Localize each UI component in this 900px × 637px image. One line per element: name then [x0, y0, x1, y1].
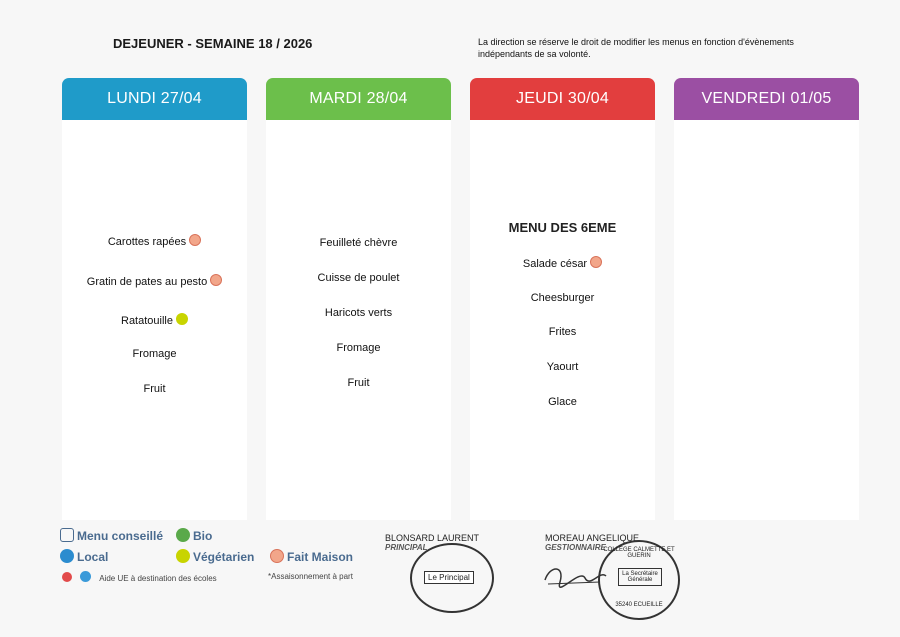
- stamp-city: 35240 ECUEILLE: [615, 602, 663, 608]
- eu-milk-icon: [80, 571, 91, 582]
- day-body: [266, 120, 451, 520]
- local-icon: [60, 549, 74, 563]
- vegetarien-icon: [176, 549, 190, 563]
- gestionnaire-stamp: [598, 540, 680, 620]
- day-header: MARDI 28/04: [266, 78, 451, 120]
- menu-item: Haricots verts: [324, 307, 393, 319]
- legend-aide-ue: Aide UE à destination des écoles: [62, 571, 217, 583]
- legend-fait-maison: Fait Maison: [270, 549, 353, 564]
- fait-maison-icon: [189, 234, 201, 246]
- day-body: [470, 120, 655, 520]
- day-body: [62, 120, 247, 520]
- menu-title: MENU DES 6EME: [508, 220, 617, 235]
- menu-item: Yaourt: [546, 361, 579, 373]
- notice-text: La direction se réserve le droit de modifier les menus en fonction d'évènements indépendants de sa volonté.: [478, 37, 794, 59]
- menu-item: Fromage: [336, 342, 381, 354]
- menu-item: Fruit: [143, 383, 166, 395]
- fait-maison-icon: [270, 549, 284, 563]
- principal-name: BLONSARD LAURENT: [385, 533, 480, 543]
- menu-item: Feuilleté chèvre: [319, 237, 398, 249]
- menu-item: Ratatouille: [62, 313, 247, 327]
- stamp-secretaire: La Secrétaire Générale: [618, 568, 662, 586]
- principal-stamp: [410, 543, 494, 613]
- legend-vegetarien: Végétarien: [176, 549, 254, 564]
- day-column-lundi: [62, 78, 247, 395]
- menu-item: Fromage: [132, 348, 177, 360]
- day-header: VENDREDI 01/05: [674, 78, 859, 120]
- gestionnaire-name: MOREAU ANGELIQUE: [545, 533, 640, 543]
- day-column-jeudi: [470, 78, 655, 408]
- day-column-vendredi: [674, 78, 859, 120]
- menu-item: Glace: [548, 396, 577, 408]
- legend-local: Local: [60, 549, 108, 564]
- apple-icon: [62, 572, 72, 582]
- menu-item: Fruit: [347, 377, 370, 389]
- principal-stamp-text: Le Principal: [424, 571, 474, 584]
- menu-item: Carottes rapées: [62, 234, 247, 248]
- fait-maison-icon: [210, 274, 222, 286]
- menu-item: Gratin de pates au pesto: [62, 274, 247, 288]
- menu-item: Cheesburger: [530, 292, 595, 304]
- handwritten-signature: [540, 560, 610, 590]
- day-header: JEUDI 30/04: [470, 78, 655, 120]
- legend-bio: Bio: [176, 528, 212, 543]
- vegetarien-icon: [176, 313, 188, 325]
- page-title: DEJEUNER - SEMAINE 18 / 2026: [113, 36, 313, 51]
- menu-item: Frites: [548, 326, 577, 338]
- menu-item: Cuisse de poulet: [317, 272, 400, 284]
- principal-role: PRINCIPAL: [385, 543, 428, 552]
- legend-assaisonnement: *Assaisonnement à part: [268, 572, 353, 581]
- menu-item: Salade césar: [470, 256, 655, 270]
- day-column-mardi: [266, 78, 451, 389]
- thumbs-up-icon: [60, 528, 74, 542]
- legend-conseille: Menu conseillé: [60, 528, 163, 543]
- day-header: LUNDI 27/04: [62, 78, 247, 120]
- fait-maison-icon: [590, 256, 602, 268]
- gestionnaire-role: GESTIONNAIRE: [545, 543, 606, 552]
- day-body: [674, 120, 859, 520]
- stamp-school: COLLEGE CALMETTE ET GUERIN: [603, 547, 675, 559]
- bio-icon: [176, 528, 190, 542]
